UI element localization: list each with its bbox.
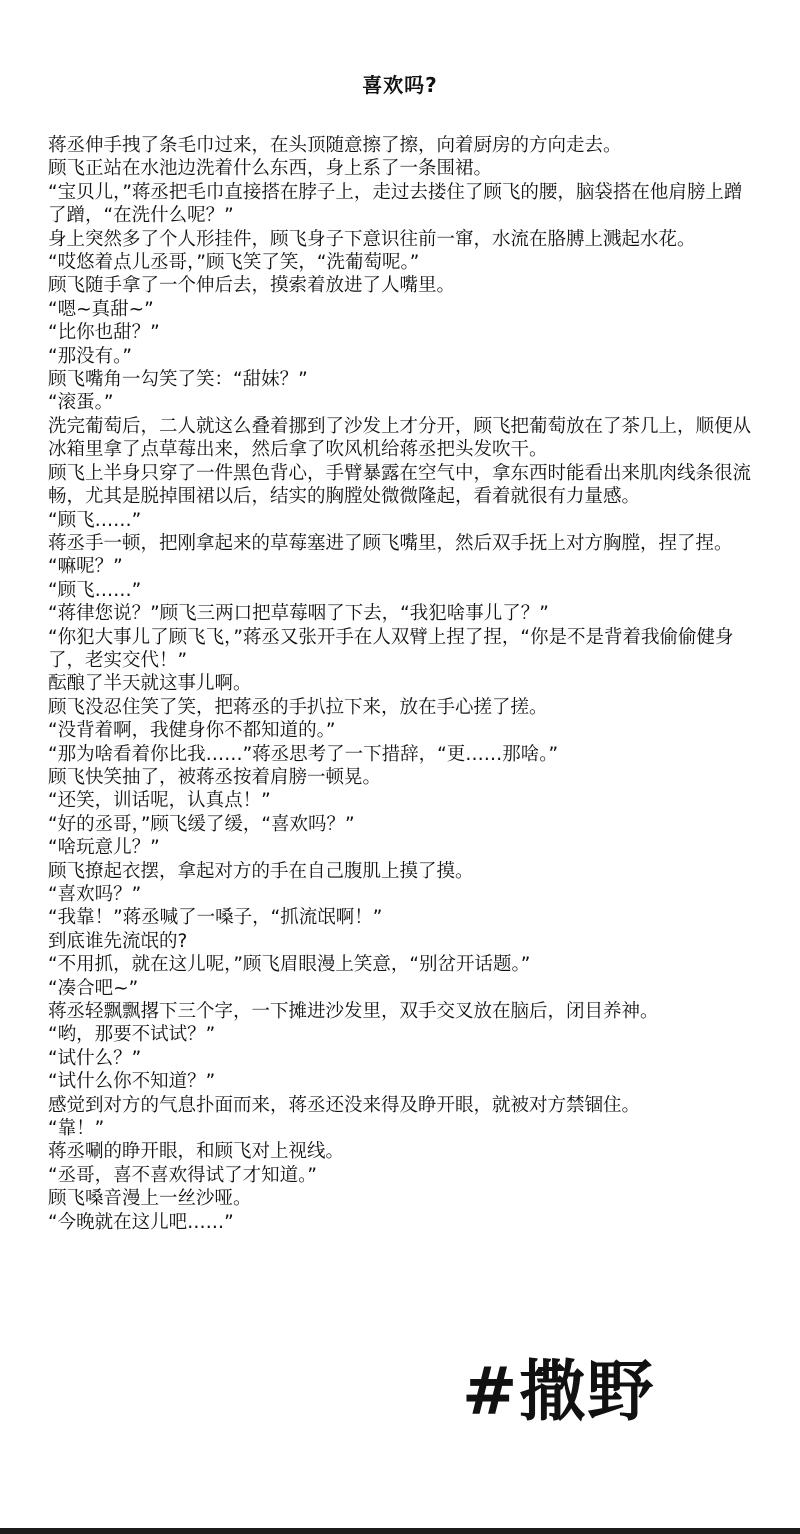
story-paragraph: 身上突然多了个人形挂件，顾飞身子下意识往前一窜，水流在胳膊上溅起水花。 [48,228,696,250]
story-paragraph: 顾飞嗓音漫上一丝沙哑。 [48,1188,252,1210]
story-paragraph: 顾飞上半身只穿了一件黑色背心，手臂暴露在空气中，拿东西时能看出来肌肉线条很流畅，尤其是脱掉围裙以后，结实的胸膛处微微隆起，看着就很有力量感。 [48,462,752,508]
story-paragraph: 到底谁先流氓的? [48,930,188,952]
story-paragraph: 酝酿了半天就这事儿啊。 [48,673,252,695]
story-paragraph: “那为啥看着你比我……”蒋丞思考了一下措辞，“更……那啥。” [48,743,559,765]
story-paragraph: 蒋丞唰的睁开眼，和顾飞对上视线。 [48,1141,345,1163]
story-paragraph: “嗯~真甜~” [48,298,154,320]
story-paragraph: “滚蛋。” [48,392,114,414]
story-paragraph: “嘛呢？” [48,556,123,578]
story-paragraph: “哟，那要不试试？” [48,1024,216,1046]
story-paragraph: “我靠！”蒋丞喊了一嗓子，“抓流氓啊！” [48,907,383,929]
story-paragraph: “比你也甜？” [48,322,160,344]
story-paragraph: “蒋律您说？”顾飞三两口把草莓咽了下去，“我犯啥事儿了？” [48,603,549,625]
hashtag-text: #撒野 [462,1353,656,1430]
story-paragraph: “试什么你不知道？” [48,1071,216,1093]
story-paragraph: 顾飞没忍住笑了笑，把蒋丞的手扒拉下来，放在手心搓了搓。 [48,696,548,718]
story-paragraph: “今晚就在这儿吧……” [48,1211,234,1233]
story-paragraph: 顾飞撩起衣摆，拿起对方的手在自己腹肌上摸了摸。 [48,860,474,882]
story-paragraph: 顾飞快笑抽了，被蒋丞按着肩膀一顿晃。 [48,766,382,788]
story-paragraph: 蒋丞伸手拽了条毛巾过来，在头顶随意擦了擦，向着厨房的方向走去。 [48,135,622,156]
story-paragraph: “顾飞……” [48,509,142,531]
story-paragraph: 感觉到对方的气息扑面而来，蒋丞还没来得及睁开眼，就被对方禁锢住。 [48,1094,641,1116]
story-paragraph: 顾飞正站在水池边洗着什么东西，身上系了一条围裙。 [48,158,493,180]
story-paragraph: “不用抓，就在这儿呢，”顾飞眉眼漫上笑意，“别岔开话题。” [48,954,531,976]
story-paragraph: 顾飞随手拿了一个伸后去，摸索着放进了人嘴里。 [48,275,456,297]
story-paragraph: “凑合吧~” [48,977,139,999]
story-paragraph: 顾飞嘴角一勾笑了笑：“甜妹？” [48,369,308,391]
story-paragraph: “宝贝儿，”蒋丞把毛巾直接搭在脖子上，走过去搂住了顾飞的腰，脑袋搭在他肩膀上蹭了蹭，“在洗什么呢？” [48,181,743,227]
story-paragraph: “啥玩意儿？” [48,837,160,859]
story-paragraph: “好的丞哥，”顾飞缓了缓，“喜欢吗？” [48,813,355,835]
story-paragraph: “顾飞……” [48,579,142,601]
document-title: 喜欢吗? [362,73,438,97]
story-paragraph: “试什么？” [48,1047,142,1069]
bottom-divider [0,1528,800,1534]
story-paragraph: 蒋丞手一顿，把刚拿起来的草莓塞进了顾飞嘴里，然后双手抚上对方胸膛，捏了捏。 [48,532,733,554]
story-paragraph: “你犯大事儿了顾飞飞，”蒋丞又张开手在人双臂上捏了捏，“你是不是背着我偷偷健身了，老实交代！” [48,626,734,671]
story-paragraph: “那没有。” [48,345,132,367]
story-paragraph: “哎悠着点儿丞哥，”顾飞笑了笑，“洗葡萄呢。” [48,252,420,274]
story-body [48,134,760,1234]
story-paragraph: “喜欢吗？” [48,884,142,905]
story-paragraph: 洗完葡萄后，二人就这么叠着挪到了沙发上才分开，顾飞把葡萄放在了茶几上，顺便从冰箱里拿了点草莓出来，然后拿了吹风机给蒋丞把头发吹干。 [48,415,752,461]
story-paragraph: “靠！” [48,1118,105,1140]
story-paragraph: “丞哥，喜不喜欢得试了才知道。” [48,1164,317,1186]
story-paragraph: “还笑，训话呢，认真点！” [48,790,271,812]
story-paragraph: “没背着啊，我健身你不都知道的。” [48,720,336,742]
story-paragraph: 蒋丞轻飘飘撂下三个字，一下摊进沙发里，双手交叉放在脑后，闭目养神。 [48,1001,659,1023]
